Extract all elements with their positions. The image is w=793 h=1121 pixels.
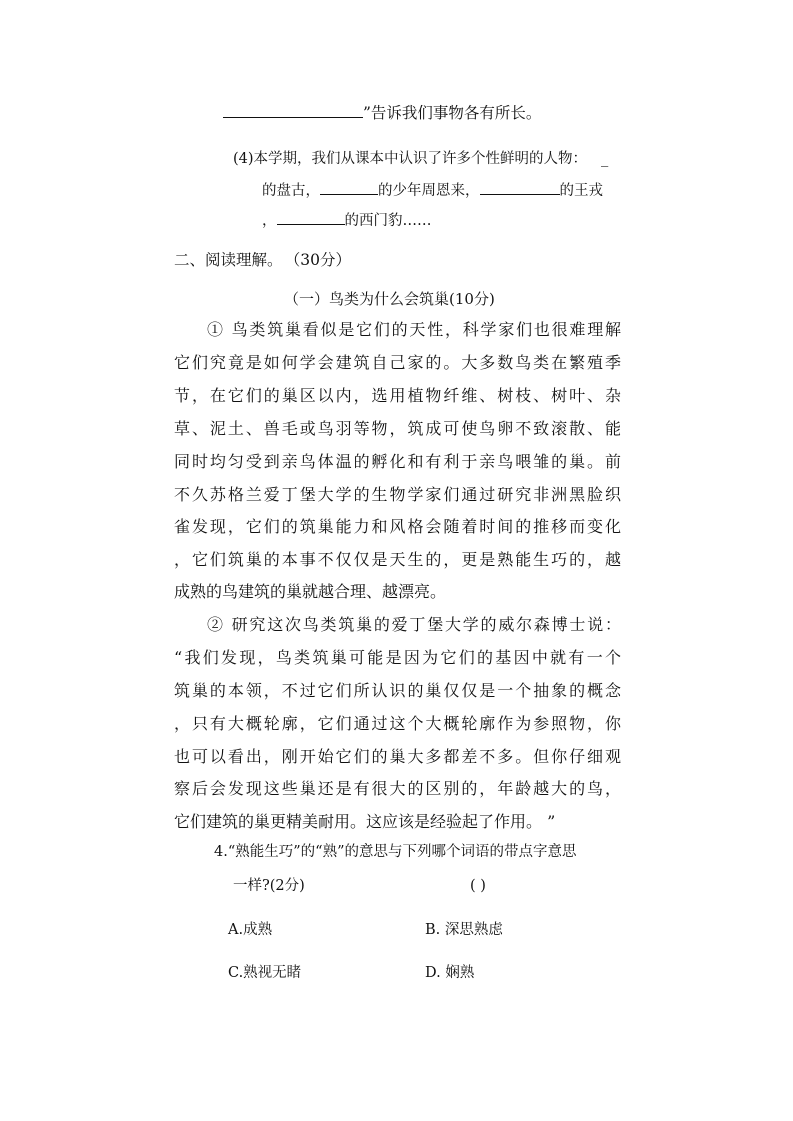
section-2-score: （30分） bbox=[292, 251, 351, 269]
wang-text: 的王戎 bbox=[559, 183, 603, 199]
pangu-text: 的盘古， bbox=[262, 183, 320, 199]
option-b[interactable]: B. 深思熟虑 bbox=[425, 922, 503, 938]
question-4-stem: 4.“熟能生巧”的“熟”的意思与下列哪个词语的带点字意思 bbox=[214, 844, 577, 860]
paragraph-2-line: 察后会发现这些巢还是有很大的区别的，年龄越大的鸟， bbox=[174, 779, 621, 798]
question-4-prompt bbox=[233, 149, 608, 169]
question-4-prompt-text: (4)本学期，我们从课本中认识了许多个性鲜明的人物： bbox=[233, 151, 588, 167]
paragraph-1-line: ① 鸟类筑巢看似是它们的天性，科学家们也很难理解 bbox=[207, 320, 621, 339]
section-2-title: 二、阅读理解。 bbox=[174, 251, 283, 269]
paragraph-1-line: 成熟的鸟建筑的巢就越合理、越漂亮。 bbox=[174, 582, 447, 601]
answer-blank[interactable] bbox=[223, 103, 363, 118]
line-idiom-answer bbox=[223, 103, 541, 123]
question-4-line2 bbox=[262, 180, 603, 201]
question-4-line3 bbox=[262, 210, 432, 231]
paragraph-1-line: 草、泥土、兽毛或鸟羽等物，筑成可使鸟卵不致滚散、能 bbox=[174, 419, 621, 438]
zhou-text: 的少年周恩来， bbox=[378, 183, 480, 199]
paragraph-2-line: 也可以看出，刚开始它们的巢大多都差不多。但你仔细观 bbox=[174, 747, 621, 766]
zhou-blank[interactable] bbox=[320, 180, 378, 195]
option-a[interactable]: A.成熟 bbox=[228, 922, 273, 938]
paragraph-2-line: ② 研究这次鸟类筑巢的爱丁堡大学的威尔森博士说： bbox=[207, 615, 621, 634]
paragraph-2-line: ，只有大概轮廓，它们通过这个大概轮廓作为参照物，你 bbox=[174, 714, 621, 733]
paragraph-1-line: ，它们筑巢的本事不仅仅是天生的，更是熟能生巧的，越 bbox=[174, 550, 621, 569]
wang-blank[interactable] bbox=[480, 180, 560, 195]
section-2-heading bbox=[174, 250, 351, 270]
paragraph-1-line: 不久苏格兰爱丁堡大学的生物学家们通过研究非洲黑脸织 bbox=[174, 485, 621, 504]
question-4-prompt-blank[interactable]: _ bbox=[601, 151, 609, 167]
option-d[interactable]: D. 娴熟 bbox=[425, 965, 475, 981]
paragraph-2-line: “我们发现，鸟类筑巢可能是因为它们的基因中就有一个 bbox=[174, 648, 621, 667]
line-idiom-text: ”告诉我们事物各有所长。 bbox=[363, 104, 542, 122]
paragraph-1-line: 雀发现，它们的筑巢能力和风格会随着时间的推移而变化 bbox=[174, 517, 621, 536]
paragraph-2-line: 它们建筑的巢更精美耐用。这应该是经验起了作用。 ” bbox=[174, 812, 556, 831]
paragraph-2-line: 筑巢的本领，不过它们所认识的巢仅仅是一个抽象的概念 bbox=[174, 681, 621, 700]
answer-paren[interactable]: ( ) bbox=[470, 878, 486, 894]
question-4-stem-line2: 一样?(2分) bbox=[233, 878, 305, 894]
option-c[interactable]: C.熟视无睹 bbox=[228, 965, 302, 981]
paragraph-1-line: 节，在它们的巢区以内，选用植物纤维、树枝、树叶、杂 bbox=[174, 386, 621, 405]
paragraph-1-line: 同时均匀受到亲鸟体温的孵化和有利于亲鸟喂雏的巢。前 bbox=[174, 452, 621, 471]
ximen-text: 的西门豹…… bbox=[344, 213, 432, 229]
ximen-blank[interactable] bbox=[277, 210, 345, 225]
passage-title: （一）鸟类为什么会筑巢(10分) bbox=[284, 290, 495, 308]
ximen-comma: ， bbox=[262, 213, 277, 229]
paragraph-1-line: 它们究竟是如何学会建筑自己家的。大多数鸟类在繁殖季 bbox=[174, 353, 621, 372]
